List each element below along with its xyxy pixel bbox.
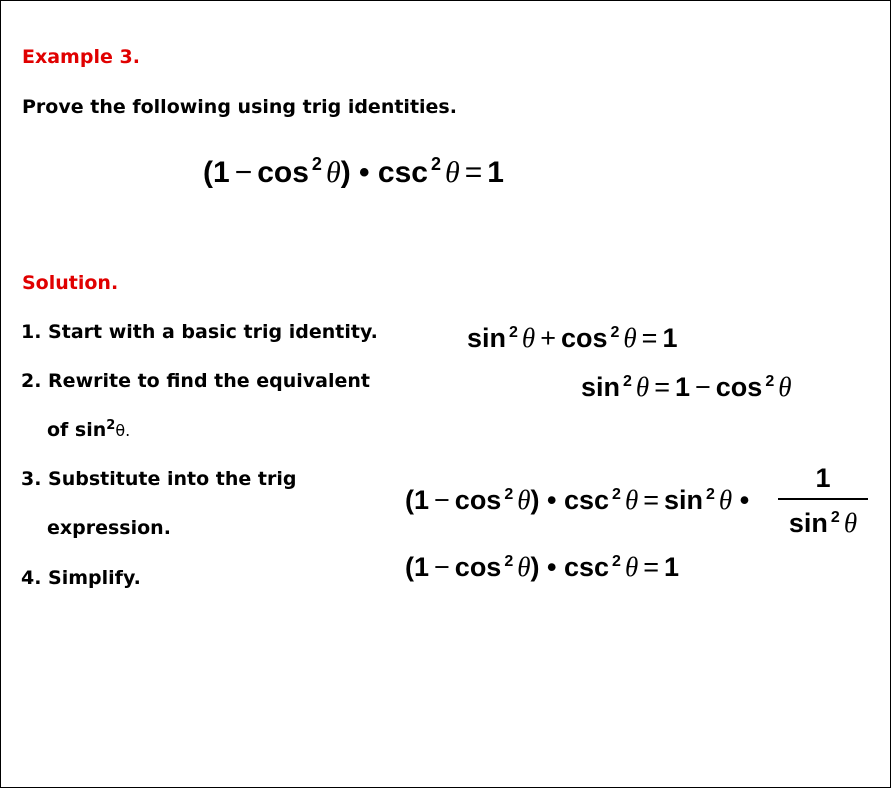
eq4-open: (1 xyxy=(405,552,430,582)
step-2-line2 xyxy=(47,418,130,443)
eq3-theta-3: θ xyxy=(718,485,733,515)
step-1-equation xyxy=(467,321,677,355)
eq4-csc-exponent: 2 xyxy=(612,552,621,570)
eq1-equals: = xyxy=(641,323,658,353)
eq4-cos: cos xyxy=(454,552,502,582)
eq3-sin: sin xyxy=(664,485,704,515)
fraction-bar xyxy=(778,498,868,500)
eq2-one: 1 xyxy=(674,372,690,402)
eq3-cos: cos xyxy=(454,485,502,515)
eq2-cos-exponent: 2 xyxy=(765,372,775,390)
eq2-theta-2: θ xyxy=(778,372,792,402)
step-2-equation xyxy=(581,370,791,404)
eq3-dot-2: • xyxy=(739,485,750,515)
fraction-denominator xyxy=(778,506,868,540)
problem-open: (1 xyxy=(203,156,230,189)
eq3-open: (1 xyxy=(405,485,430,515)
eq4-cos-exponent: 2 xyxy=(504,552,514,570)
fraction-den-exponent: 2 xyxy=(830,508,840,526)
problem-theta: θ xyxy=(325,156,341,189)
eq3-minus: − xyxy=(434,485,450,515)
step-2-text: 2. Rewrite to find the equivalent xyxy=(21,370,371,392)
eq2-equals: = xyxy=(654,372,670,402)
step-1-text: 1. Start with a basic trig identity. xyxy=(21,321,378,343)
eq1-rhs: 1 xyxy=(662,323,678,353)
problem-close: ) xyxy=(340,156,351,189)
eq4-dot: • xyxy=(547,552,557,582)
eq3-dot: • xyxy=(547,485,557,515)
eq3-cos-exponent: 2 xyxy=(504,485,514,503)
fraction-den-theta: θ xyxy=(843,508,858,538)
eq3-close: ) xyxy=(530,485,540,515)
problem-cos: cos xyxy=(257,156,309,189)
step-3-equation xyxy=(405,483,749,517)
eq4-csc: csc xyxy=(563,552,610,582)
step-3-fraction xyxy=(778,461,868,541)
problem-theta-2: θ xyxy=(444,156,460,189)
eq4-minus: − xyxy=(434,552,450,582)
eq4-rhs: 1 xyxy=(664,552,680,582)
step-3-text: 3. Substitute into the trig xyxy=(21,468,297,490)
eq3-theta: θ xyxy=(517,485,531,515)
eq2-minus: − xyxy=(695,372,711,402)
step-4-text: 4. Simplify. xyxy=(21,567,141,589)
eq2-theta: θ xyxy=(635,372,650,402)
example-heading: Example 3. xyxy=(22,46,140,68)
eq3-csc-exponent: 2 xyxy=(612,485,621,503)
eq2-sin: sin xyxy=(581,372,621,402)
eq3-theta-2: θ xyxy=(624,485,639,515)
step-4-equation xyxy=(405,550,679,584)
fraction-den-sin: sin xyxy=(788,508,828,538)
eq2-sin-exponent: 2 xyxy=(623,372,632,390)
problem-prompt: Prove the following using trig identities. xyxy=(22,96,457,118)
eq4-close: ) xyxy=(530,552,540,582)
problem-csc-exponent: 2 xyxy=(430,154,441,175)
step-2-exponent: 2 xyxy=(106,417,116,433)
eq3-sin-exponent: 2 xyxy=(706,485,715,503)
step-2-sin: of sin xyxy=(47,419,107,441)
eq4-theta-2: θ xyxy=(624,552,639,582)
fraction-numerator: 1 xyxy=(815,463,831,493)
eq4-theta: θ xyxy=(517,552,531,582)
eq1-theta-2: θ xyxy=(623,323,637,353)
eq1-sin: sin xyxy=(467,323,507,353)
eq3-csc: csc xyxy=(563,485,610,515)
eq3-equals: = xyxy=(643,485,659,515)
eq1-cos: cos xyxy=(560,323,608,353)
problem-csc: csc xyxy=(377,156,428,189)
solution-heading: Solution. xyxy=(22,272,119,294)
eq4-equals: = xyxy=(643,552,659,582)
eq1-cos-exponent: 2 xyxy=(610,323,620,341)
eq1-plus: + xyxy=(540,323,556,353)
eq2-cos: cos xyxy=(715,372,763,402)
problem-equals: = xyxy=(464,156,483,189)
problem-dot: • xyxy=(359,156,370,189)
problem-cos-exponent: 2 xyxy=(311,154,322,175)
problem-rhs: 1 xyxy=(487,156,504,189)
step-3-line2: expression. xyxy=(47,517,171,539)
problem-equation xyxy=(203,154,504,192)
eq1-theta: θ xyxy=(521,323,536,353)
eq1-sin-exponent: 2 xyxy=(509,323,518,341)
step-2-theta: θ. xyxy=(115,421,131,440)
problem-minus: − xyxy=(234,156,253,189)
